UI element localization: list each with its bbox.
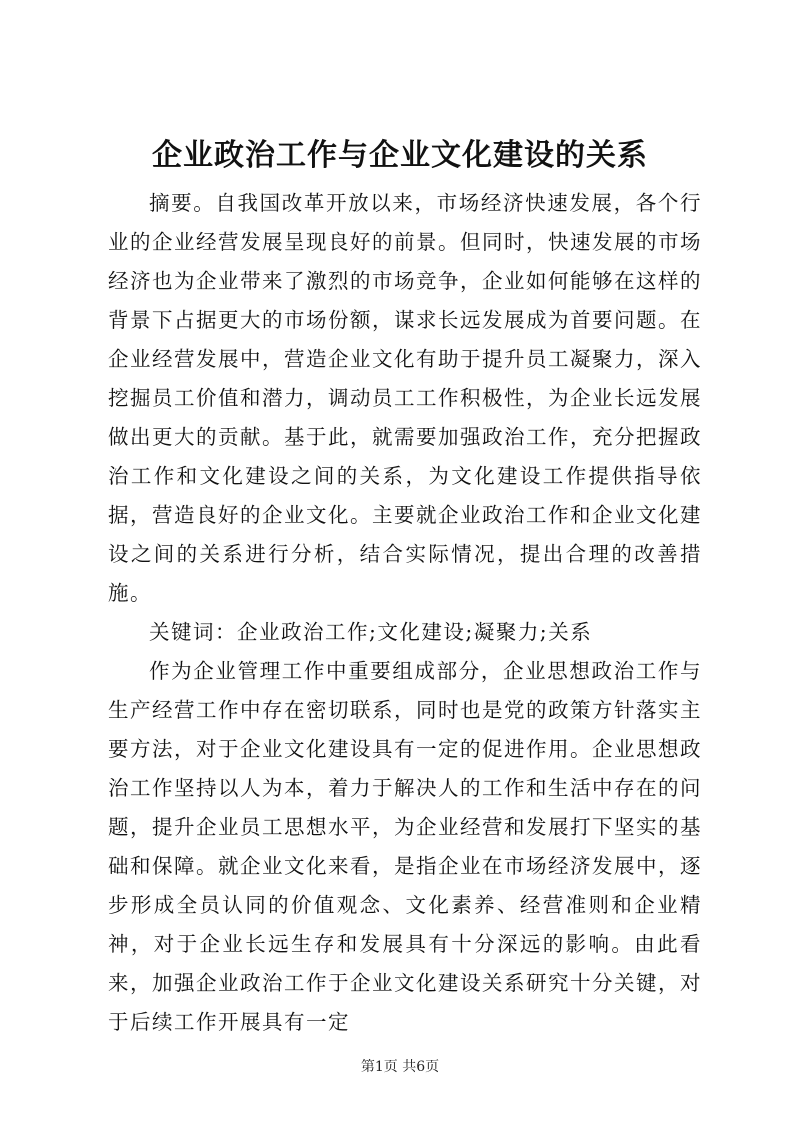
- page-number: 第1页 共6页: [360, 1059, 440, 1075]
- document-title: 企业政治工作与企业文化建设的关系: [152, 138, 648, 173]
- document-body: [108, 184, 702, 1042]
- abstract-paragraph: 摘要。自我国改革开放以来，市场经济快速发展，各个行业的企业经营发展呈现良好的前景。但同时，快速发展的市场经济也为企业带来了激烈的市场竞争，企业如何能够在这样的背景下占据更大的市场份额，谋求长远发展成为首要问题。在企业经营发展中，营造企业文化有助于提升员工凝聚力，深入挖掘员工价值和潜力，调动员工工作积极性，为企业长远发展做出更大的贡献。基于此，就需要加强政治工作，充分把握政治工作和文化建设之间的关系，为文化建设工作提供指导依据，营造良好的企业文化。主要就企业政治工作和企业文化建设之间的关系进行分析，结合实际情况，提出合理的改善措施。: [108, 191, 702, 605]
- keywords-paragraph: 关键词：企业政治工作;文化建设;凝聚力;关系: [149, 620, 593, 644]
- body-paragraph: 作为企业管理工作中重要组成部分，企业思想政治工作与生产经营工作中存在密切联系，同时也是党的政策方针落实主要方法，对于企业文化建设具有一定的促进作用。企业思想政治工作坚持以人为本，着力于解决人的工作和生活中存在的问题，提升企业员工思想水平，为企业经营和发展打下坚实的基础和保障。就企业文化来看，是指企业在市场经济发展中，逐步形成全员认同的价值观念、文化素养、经营准则和企业精神，对于企业长远生存和发展具有十分深远的影响。由此看来，加强企业政治工作于企业文化建设关系研究十分关键，对于后续工作开展具有一定: [108, 659, 702, 1034]
